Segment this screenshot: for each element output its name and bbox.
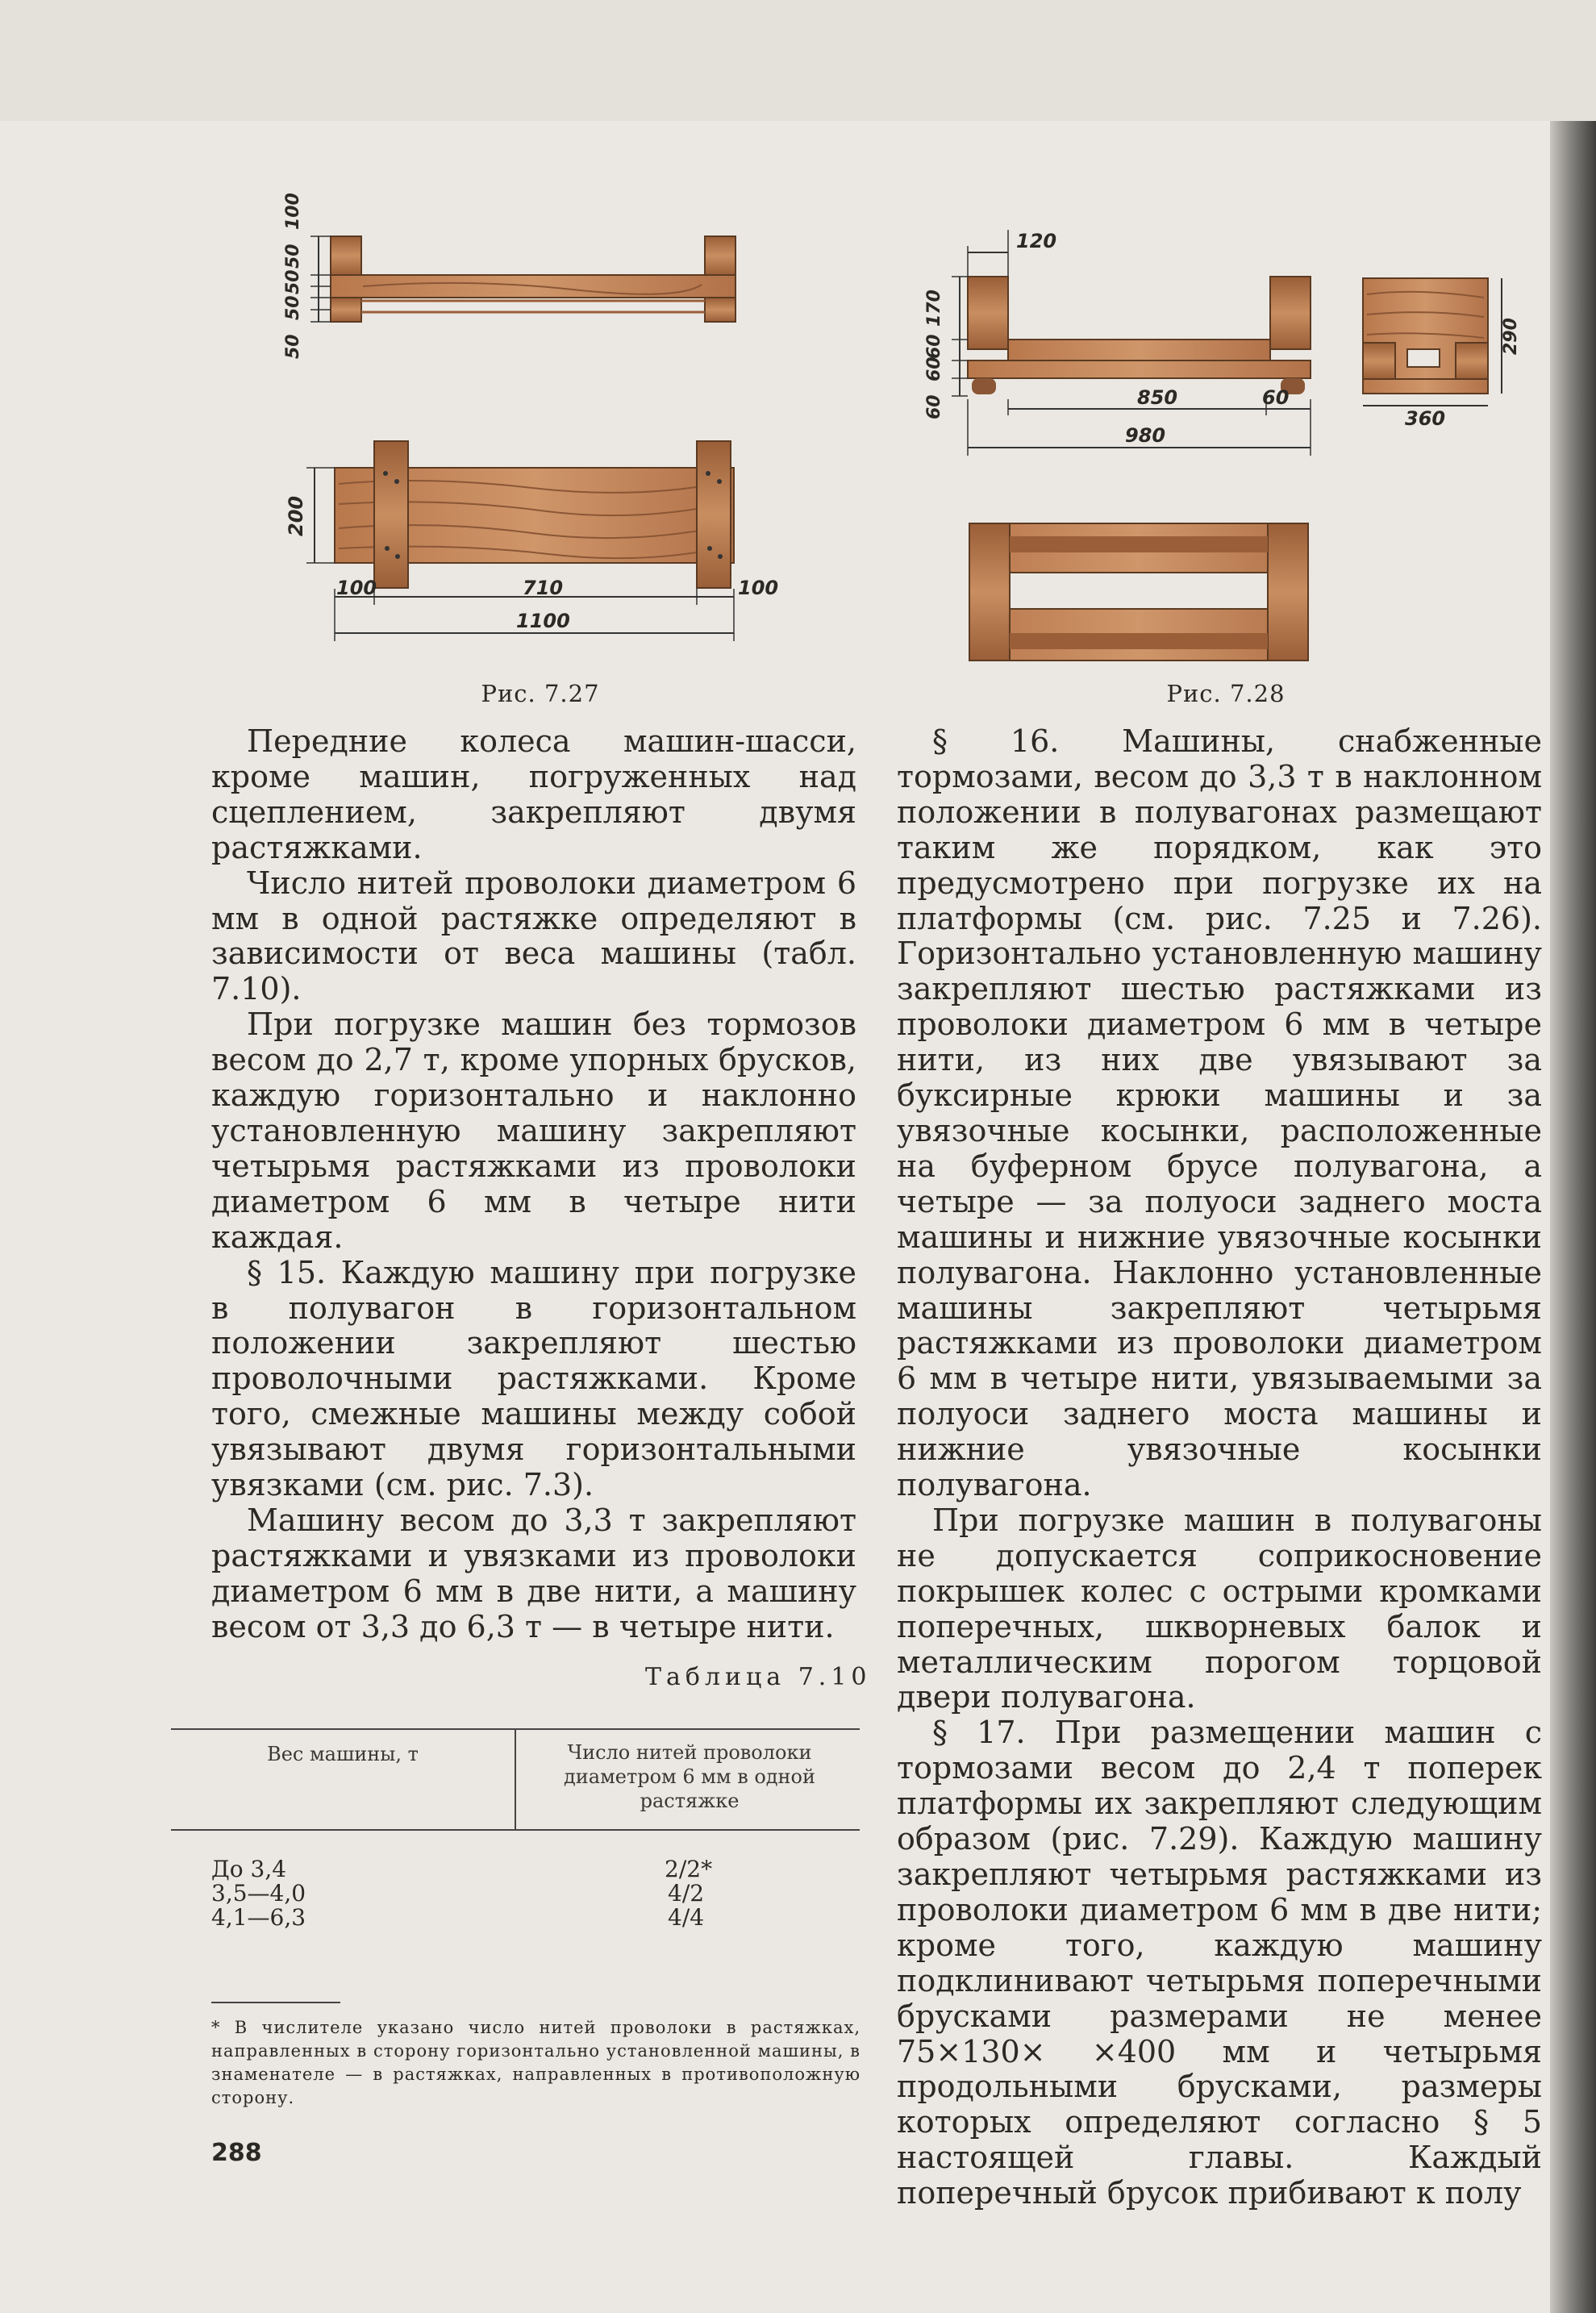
fig28-end-view [1363, 278, 1521, 430]
fig27-dim-bottom-1: 710 [523, 577, 564, 599]
fig28-dim-left-0: 170 [924, 290, 944, 327]
fig28-dim-left-3: 60 [924, 394, 944, 419]
page-number: 288 [211, 2139, 262, 2167]
fig28-side-view [924, 230, 1311, 456]
fig27-dim-top-4: 50 [283, 334, 303, 359]
table-cell-threads: 4/4 [668, 1904, 705, 1931]
table-column-divider [515, 1728, 516, 1829]
scan-top-band [0, 0, 1596, 121]
fig27-plan-view [285, 441, 778, 641]
fig27-dim-bottom-2: 100 [738, 577, 779, 599]
fig28-dim-bottom-0: 850 [1137, 386, 1178, 409]
table-header-weight: Вес машины, т [267, 1743, 419, 1765]
table-header-threads: Число нитей проволоки диаметром 6 мм в одной растяжке [563, 1741, 815, 1812]
left-paragraph-5: Машину весом до 3,3 т закрепляют растяжками и увязками из проволоки диаметром 6 мм в две нити, а машину весом от 3,3 до 6,3 т — в четыре нити. [211, 1502, 856, 1644]
right-paragraph-2: При погрузке машин в полувагоны не допускается соприкосновение покрышек колес с острыми кромками поперечных, шкворневых балок и металлическим порогом торцовой двери полувагона. [897, 1502, 1542, 1715]
left-paragraph-2: Число нитей проволоки диаметром 6 мм в одной растяжке определяют в зависимости от веса машины (табл. 7.10). [211, 865, 856, 1007]
fig27-side-view [283, 193, 735, 359]
fig28-dim-side-height: 290 [1501, 318, 1521, 355]
fig27-dim-bottom-0: 100 [336, 577, 377, 599]
figure-7-27 [266, 181, 831, 665]
fig28-dim-top: 120 [1016, 230, 1057, 252]
table-cell-weight: До 3,4 [211, 1856, 287, 1882]
fig28-dim-total: 980 [1125, 424, 1166, 447]
fig28-dim-side-width: 360 [1405, 407, 1446, 430]
page-gutter-shadow [1550, 121, 1596, 2313]
fig27-dim-top-1: 50 [283, 244, 303, 269]
figure-7-28-caption: Рис. 7.28 [1166, 680, 1286, 707]
table-cell-threads: 4/2 [668, 1880, 705, 1907]
table-cell-weight: 3,5—4,0 [211, 1880, 306, 1907]
fig28-plan-view [969, 523, 1308, 661]
fig28-dim-left-2: 60 [924, 356, 944, 381]
fig27-dim-total: 1100 [516, 610, 570, 632]
footnote-rule [211, 2002, 340, 2003]
left-paragraph-1: Передние колеса машин-шасси, кроме машин, погруженных над сцеплением, закрепляют двумя растяжками. [211, 723, 856, 865]
fig27-dim-top-2: 50 [283, 269, 303, 294]
figure-7-28 [895, 214, 1524, 665]
fig28-dim-left-1: 60 [924, 334, 944, 359]
table-cell-weight: 4,1—6,3 [211, 1904, 306, 1931]
table-footnote: * В числителе указано число нитей проволоки в растяжках, направленных в сторону горизонтально установленной машины, в знаменателе — в растяжках, направленных в противоположную сторону. [211, 2018, 861, 2107]
fig27-dim-height: 200 [285, 495, 307, 536]
table-header-rule [171, 1829, 860, 1831]
right-paragraph-3: § 17. При размещении машин с тормозами весом до 2,4 т поперек платформы их закрепляют следующим образом (рис. 7.29). Каждую машину закрепляют четырьмя растяжками из проволоки диаметром 6 мм в две нити; кроме того, каждую машину подклинивают четырьмя поперечными брусками размерами не менее 75×130× ×400 мм и четырьмя продольными брусками, размеры которых определяют согласно § 5 настоящей главы. Каждый поперечный брусок прибивают к полу [897, 1715, 1542, 2211]
table-cell-threads: 2/2* [665, 1856, 713, 1882]
figure-7-27-caption: Рис. 7.27 [481, 680, 600, 707]
left-column [211, 724, 856, 1645]
fig27-dim-top-3: 50 [283, 295, 303, 320]
left-paragraph-3: При погрузке машин без тормозов весом до 2,7 т, кроме упорных брусков, каждую горизонтально и наклонно установленную машину закрепляют четырьмя растяжками из проволоки диаметром 6 мм в четыре нити каждая. [211, 1006, 856, 1255]
fig28-dim-bottom-1: 60 [1262, 386, 1290, 409]
fig27-dim-top-0: 100 [283, 193, 303, 230]
right-paragraph-1: § 16. Машины, снабженные тормозами, весом до 3,3 т в наклонном положении в полувагонах размещают таким же порядком, как это предусмотрено при погрузке их на платформы (см. рис. 7.25 и 7.26). Горизонтально установленную машину закрепляют шестью растяжками из проволоки диаметром 6 мм в четыре нити, из них две увязывают за буксирные крюки машины и за увязочные косынки, расположенные на буферном брусе полувагона, а четыре — за полуоси заднего моста машины и нижние увязочные косынки полувагона. Наклонно установленные машины закрепляют четырьмя растяжками из проволоки диаметром 6 мм в четыре нити, увязываемыми за полуоси заднего моста машины и нижние увязочные косынки полувагона. [897, 723, 1542, 1503]
left-paragraph-4: § 15. Каждую машину при погрузке в полувагон в горизонтальном положении закрепляют шестью проволочными растяжками. Кроме того, смежные машины между собой увязывают двумя горизонтальными увязками (см. рис. 7.3). [211, 1254, 856, 1503]
right-column [897, 724, 1542, 2211]
table-caption: Таблица 7.10 [645, 1663, 872, 1691]
